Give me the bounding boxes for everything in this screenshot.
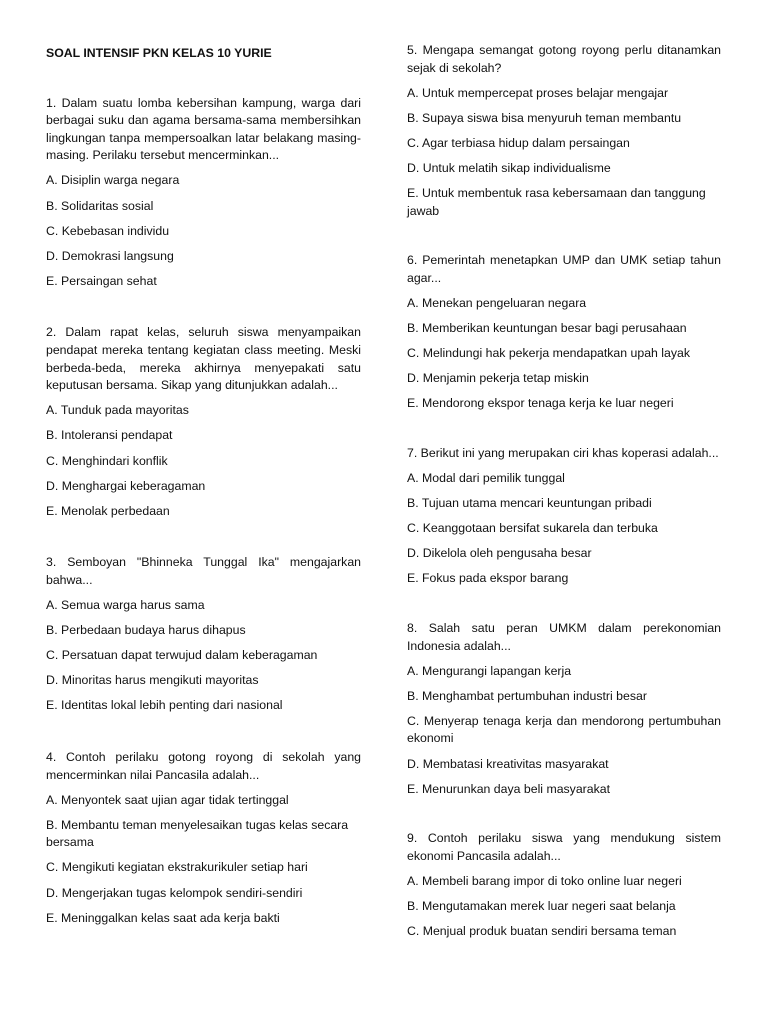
answer-option: C. Mengikuti kegiatan ekstrakurikuler setiap hari [46, 860, 308, 875]
answer-option: C. Menghindari konflik [46, 453, 168, 468]
answer-options [407, 663, 721, 799]
question-text: 9. Contoh perilaku siswa yang mendukung sistem ekonomi Pancasila adalah... [407, 831, 721, 863]
answer-option: C. Agar terbiasa hidup dalam persaingan [407, 135, 630, 150]
answer-option: D. Minoritas harus mengikuti mayoritas [46, 673, 259, 688]
question-text: 7. Berikut ini yang merupakan ciri khas koperasi adalah... [407, 445, 719, 460]
answer-option: B. Intoleransi pendapat [46, 428, 173, 443]
answer-option: D. Menghargai keberagaman [46, 478, 206, 493]
answer-options [46, 792, 361, 928]
answer-option: B. Mengutamakan merek luar negeri saat belanja [407, 899, 676, 913]
answer-option: A. Disiplin warga negara [46, 173, 180, 188]
answer-option: D. Untuk melatih sikap individualisme [407, 160, 611, 175]
answer-option: E. Mendorong ekspor tenaga kerja ke luar negeri [407, 396, 674, 411]
answer-option: B. Perbedaan budaya harus dihapus [46, 623, 246, 638]
answer-option: C. Keanggotaan bersifat sukarela dan terbuka [407, 521, 658, 536]
answer-option: E. Meninggalkan kelas saat ada kerja bakti [46, 910, 280, 925]
answer-option: C. Kebebasan individu [46, 223, 170, 238]
answer-option: D. Demokrasi langsung [46, 248, 174, 263]
question-2 [46, 324, 361, 520]
document-title: SOAL INTENSIF PKN KELAS 10 YURIE [46, 46, 272, 60]
answer-option: D. Menjamin pekerja tetap miskin [407, 371, 589, 386]
answer-option: E. Fokus pada ekspor barang [407, 571, 569, 586]
question-text: 3. Semboyan "Bhinneka Tunggal Ika" mengajarkan bahwa... [46, 555, 361, 587]
question-text: 8. Salah satu peran UMKM dalam perekonomian Indonesia adalah... [407, 620, 721, 653]
question-1 [46, 95, 361, 291]
answer-options [46, 597, 361, 715]
answer-option: C. Persatuan dapat terwujud dalam keberagaman [46, 648, 318, 663]
answer-option: E. Menurunkan daya beli masyarakat [407, 781, 611, 796]
question-text: 2. Dalam rapat kelas, seluruh siswa menyampaikan pendapat mereka tentang kegiatan class meeting. Meski berbeda-beda, mereka akhirnya menyepakati satu keputusan bersama. Sikap yang ditunjukkan adalah... [46, 325, 361, 393]
answer-option: E. Identitas lokal lebih penting dari nasional [46, 698, 283, 713]
answer-options [407, 295, 721, 413]
answer-option: D. Mengerjakan tugas kelompok sendiri-sendiri [46, 885, 303, 900]
answer-option: B. Tujuan utama mencari keuntungan pribadi [407, 496, 652, 511]
question-6 [407, 252, 721, 413]
answer-options [407, 470, 721, 588]
question-text: 1. Dalam suatu lomba kebersihan kampung, warga dari berbagai suku dan agama bersama-sama membersihkan lingkungan tanpa mempersoalkan latar belakang masing-masing. Perilaku tersebut mencerminkan... [46, 95, 361, 163]
question-text: 4. Contoh perilaku gotong royong di sekolah yang mencerminkan nilai Pancasila adalah... [46, 749, 361, 782]
question-text: 5. Mengapa semangat gotong royong perlu ditanamkan sejak di sekolah? [407, 43, 721, 75]
answer-option: B. Solidaritas sosial [46, 198, 154, 213]
answer-option: E. Persaingan sehat [46, 273, 157, 288]
answer-option: A. Semua warga harus sama [46, 597, 205, 612]
answer-option: C. Melindungi hak pekerja mendapatkan upah layak [407, 346, 691, 361]
answer-option: A. Mengurangi lapangan kerja [407, 663, 572, 678]
answer-option: D. Dikelola oleh pengusaha besar [407, 546, 592, 561]
answer-option: A. Menekan pengeluaran negara [407, 295, 587, 310]
answer-option: A. Membeli barang impor di toko online luar negeri [407, 873, 682, 888]
left-column [46, 0, 361, 927]
answer-option: B. Memberikan keuntungan besar bagi perusahaan [407, 321, 687, 336]
question-text: 6. Pemerintah menetapkan UMP dan UMK setiap tahun agar... [407, 253, 721, 285]
question-5 [407, 42, 721, 220]
question-8 [407, 620, 721, 798]
answer-option: A. Tunduk pada mayoritas [46, 403, 189, 418]
answer-option: E. Menolak perbedaan [46, 503, 170, 518]
answer-option: E. Untuk membentuk rasa kebersamaan dan tanggung jawab [407, 186, 706, 218]
answer-option: C. Menjual produk buatan sendiri bersama teman [407, 924, 677, 939]
answer-options [46, 172, 361, 290]
answer-options [407, 873, 721, 941]
question-4 [46, 749, 361, 927]
right-column [407, 0, 721, 941]
answer-option: B. Membantu teman menyelesaikan tugas kelas secara bersama [46, 817, 349, 850]
answer-option: B. Menghambat pertumbuhan industri besar [407, 688, 647, 703]
answer-options [407, 85, 721, 221]
answer-option: B. Supaya siswa bisa menyuruh teman membantu [407, 110, 682, 125]
answer-option: D. Membatasi kreativitas masyarakat [407, 756, 609, 771]
question-3 [46, 554, 361, 715]
question-7 [407, 445, 721, 588]
answer-option: A. Untuk mempercepat proses belajar mengajar [407, 85, 669, 100]
answer-option: A. Menyontek saat ujian agar tidak tertinggal [46, 792, 289, 807]
answer-options [46, 402, 361, 520]
answer-option: A. Modal dari pemilik tunggal [407, 471, 565, 485]
answer-option: C. Menyerap tenaga kerja dan mendorong pertumbuhan ekonomi [407, 713, 721, 746]
question-9 [407, 830, 721, 940]
